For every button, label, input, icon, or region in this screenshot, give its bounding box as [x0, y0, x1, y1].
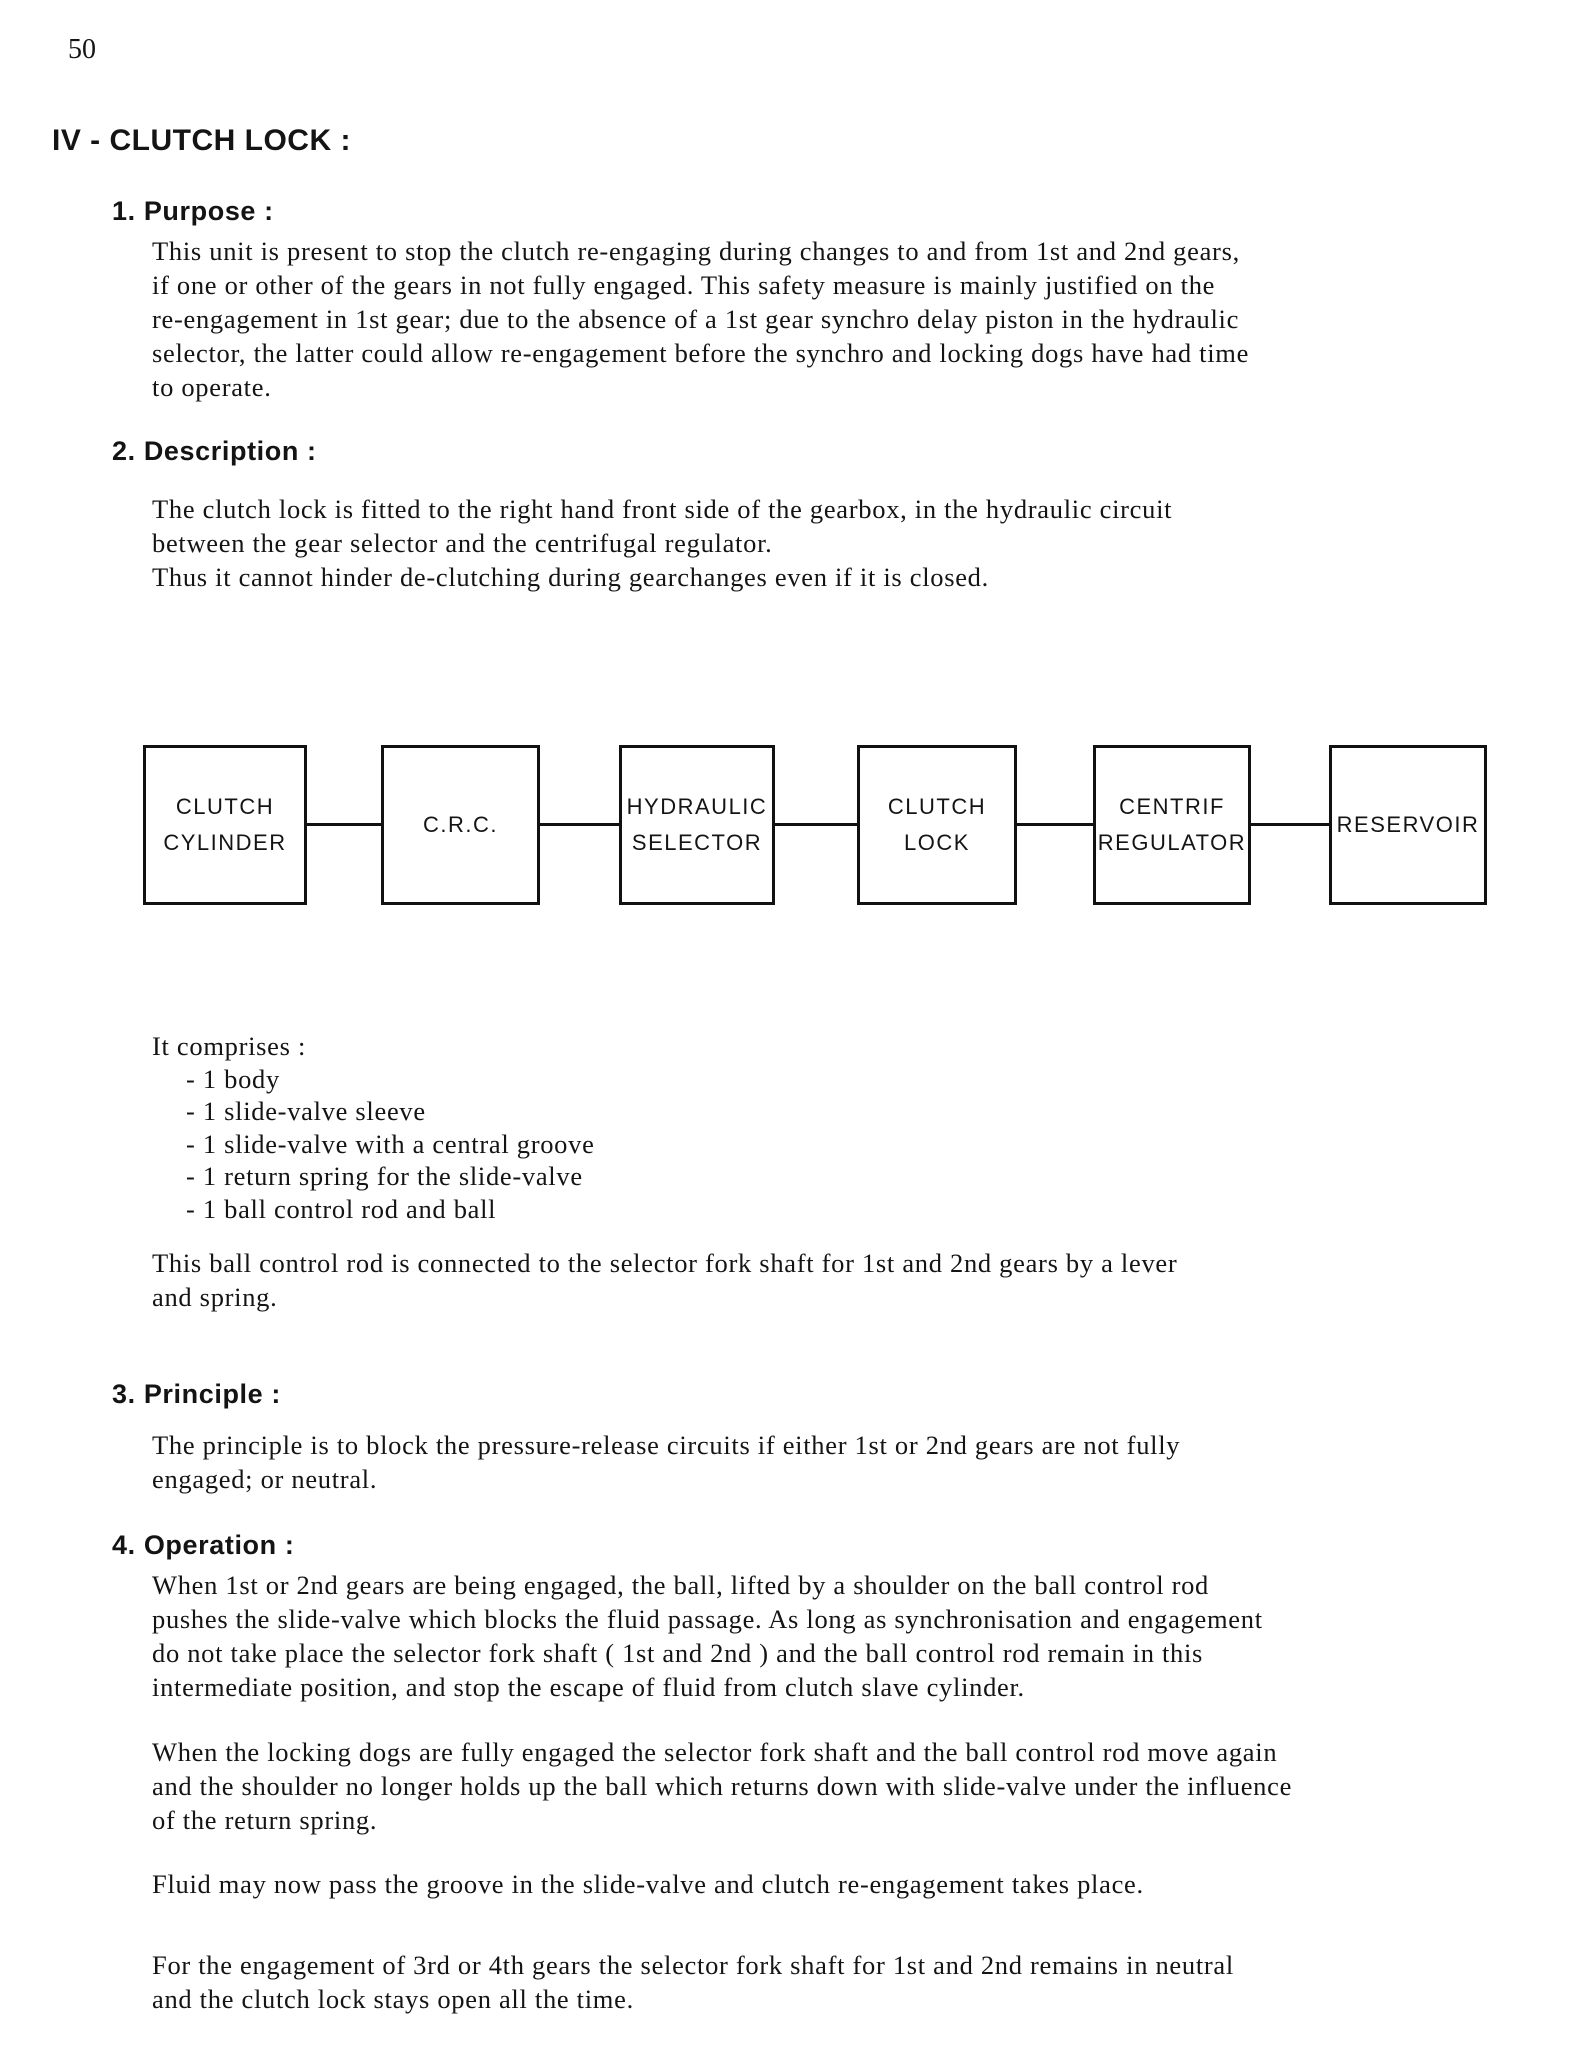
list-item: - 1 body	[186, 1063, 280, 1094]
text-line: if one or other of the gears in not fully engaged. This safety measure is mainly justified on the	[152, 270, 1216, 300]
text-line: When the locking dogs are fully engaged the selector fork shaft and the ball control rod move again	[152, 1737, 1278, 1767]
text-line: When 1st or 2nd gears are being engaged, the ball, lifted by a shoulder on the ball control rod	[152, 1570, 1210, 1600]
box-label: SELECTOR	[631, 830, 763, 855]
text-line: pushes the slide-valve which blocks the fluid passage. As long as synchronisation and engagement	[152, 1604, 1263, 1634]
ball-control-rod-paragraph	[152, 1246, 1482, 1314]
text-line: Thus it cannot hinder de-clutching during gearchanges even if it is closed.	[152, 562, 989, 592]
text-line: of the return spring.	[152, 1805, 378, 1835]
components-intro: It comprises :	[152, 1031, 307, 1061]
connector-line	[1251, 823, 1329, 826]
box-label: C.R.C.	[423, 812, 498, 837]
text-line: The principle is to block the pressure-release circuits if either 1st or 2nd gears are not fully	[152, 1430, 1181, 1460]
text-line: Fluid may now pass the groove in the slide-valve and clutch re-engagement takes place.	[152, 1869, 1144, 1899]
text-line: This ball control rod is connected to the selector fork shaft for 1st and 2nd gears by a lever	[152, 1248, 1178, 1278]
box-label: CLUTCH	[175, 794, 275, 819]
diagram-box-centrif-regulator	[1093, 745, 1251, 905]
list-item: - 1 slide-valve sleeve	[186, 1096, 426, 1126]
list-item: - 1 return spring for the slide-valve	[186, 1161, 583, 1191]
list-item: - 1 slide-valve with a central groove	[186, 1128, 595, 1159]
connector-line	[1017, 823, 1093, 826]
connector-line	[307, 823, 381, 826]
box-label: HYDRAULIC	[626, 794, 768, 819]
list-item: - 1 ball control rod and ball	[186, 1193, 497, 1224]
connector-line	[540, 823, 619, 826]
text-line: This unit is present to stop the clutch re-engaging during changes to and from 1st and 2nd gears,	[152, 236, 1240, 266]
diagram-box-clutch-lock	[857, 745, 1017, 905]
section-heading-operation: 4. Operation :	[112, 1530, 295, 1560]
text-line: and the clutch lock stays open all the time.	[152, 1984, 634, 2014]
connector-line	[775, 823, 857, 826]
box-label: CENTRIF	[1119, 794, 1225, 819]
text-line: For the engagement of 3rd or 4th gears the selector fork shaft for 1st and 2nd remains in neutral	[152, 1950, 1234, 1980]
box-label: LOCK	[904, 830, 970, 855]
description-paragraph	[152, 492, 1482, 594]
operation-paragraph-1	[152, 1568, 1482, 1704]
operation-paragraph-2	[152, 1735, 1482, 1837]
text-line: re-engagement in 1st gear; due to the absence of a 1st gear synchro delay piston in the hydraulic	[152, 304, 1240, 334]
diagram-box-hydraulic-selector	[619, 745, 775, 905]
text-line: The clutch lock is fitted to the right hand front side of the gearbox, in the hydraulic circuit	[152, 494, 1173, 524]
text-line: and the shoulder no longer holds up the ball which returns down with slide-valve under the influence	[152, 1771, 1293, 1801]
text-line: engaged; or neutral.	[152, 1464, 378, 1494]
operation-paragraph-3	[152, 1867, 1482, 1901]
box-label: RESERVOIR	[1336, 812, 1480, 837]
operation-paragraph-4	[152, 1948, 1482, 2016]
text-line: to operate.	[152, 372, 272, 402]
diagram-box-reservoir	[1329, 745, 1487, 905]
diagram-box-crc	[381, 745, 540, 905]
diagram-box-clutch-cylinder	[143, 745, 307, 905]
text-line: intermediate position, and stop the escape of fluid from clutch slave cylinder.	[152, 1672, 1025, 1702]
text-line: do not take place the selector fork shaft ( 1st and 2nd ) and the ball control rod remain in this	[152, 1638, 1204, 1668]
section-heading-description: 2. Description :	[112, 436, 317, 466]
box-label: REGULATOR	[1097, 830, 1247, 855]
page-title: IV - CLUTCH LOCK :	[52, 124, 351, 157]
box-label: CLUTCH	[887, 794, 987, 819]
text-line: selector, the latter could allow re-engagement before the synchro and locking dogs have had time	[152, 338, 1250, 368]
section-heading-principle: 3. Principle :	[112, 1379, 281, 1409]
section-heading-purpose: 1. Purpose :	[112, 196, 274, 226]
components-list	[152, 1030, 595, 1225]
text-line: between the gear selector and the centrifugal regulator.	[152, 528, 773, 558]
box-label: CYLINDER	[163, 830, 287, 855]
principle-paragraph	[152, 1428, 1482, 1496]
text-line: and spring.	[152, 1282, 278, 1312]
page-number: 50	[68, 34, 96, 65]
purpose-paragraph	[152, 234, 1482, 404]
